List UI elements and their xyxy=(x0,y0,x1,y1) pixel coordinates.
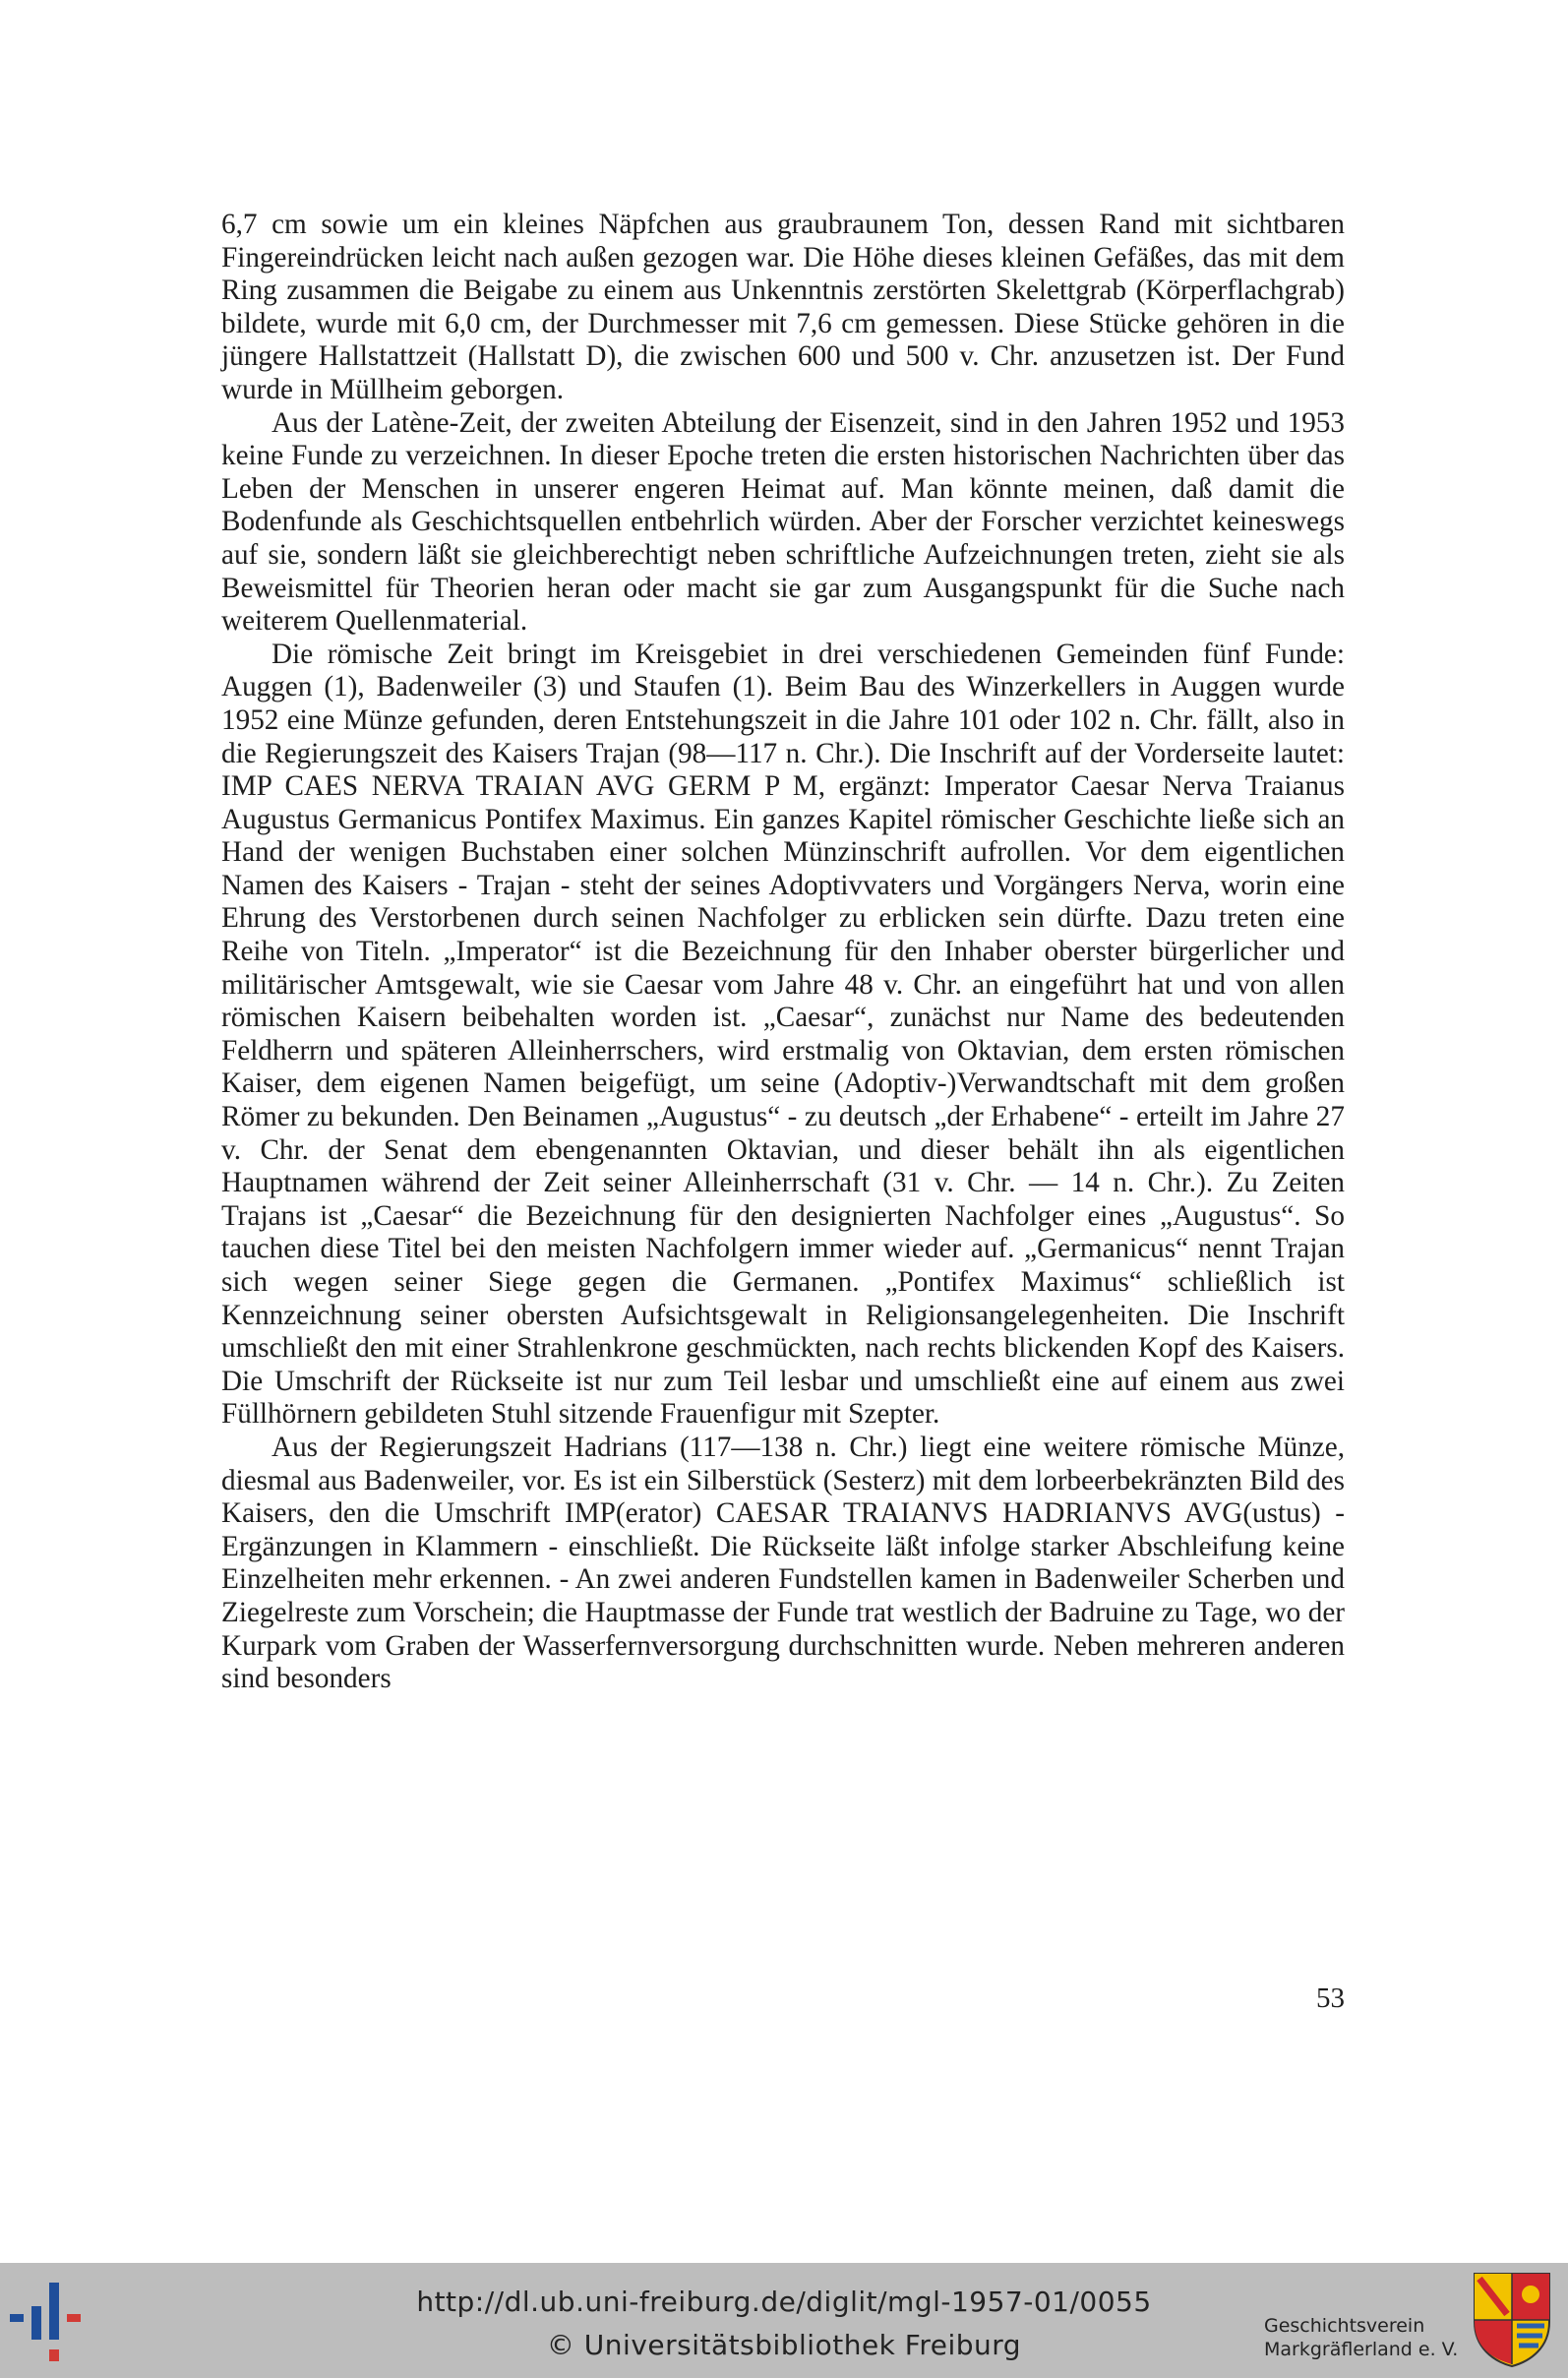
coat-of-arms-graphic xyxy=(1472,2271,1552,2369)
society-name-line-1: Geschichtsverein xyxy=(1264,2315,1425,2337)
body-text xyxy=(221,209,1345,1696)
paragraph-1: 6,7 cm sowie um ein kleines Näpfchen aus graubraunem Ton, dessen Rand mit sichtbaren Fingereindrücken leicht nach außen gezogen war. Die Höhe dieses kleinen Gefäßes, das mit dem Ring zusammen die Beigabe zu einem aus Unkenntnis zerstörten Skelettgrab (Körperflachgrab) bildete, wurde mit 6,0 cm, der Durchmesser mit 7,6 cm gemessen. Diese Stücke gehören in die jüngere Hallstattzeit (Hallstatt D), die zwischen 600 und 500 v. Chr. anzusetzen ist. Der Fund wurde in Müllheim geborgen. xyxy=(221,209,1345,405)
page-number: 53 xyxy=(1316,1982,1345,2014)
society-name-line-2: Markgräflerland e. V. xyxy=(1264,2339,1459,2360)
ub-freiburg-logo-graphic xyxy=(6,2269,104,2367)
coat-of-arms-icon[interactable] xyxy=(1472,2271,1552,2369)
footer-copyright: © Universitätsbibliothek Freiburg xyxy=(546,2329,1022,2361)
paragraph-4: Aus der Regierungszeit Hadrians (117—138 n. Chr.) liegt eine weitere römische Münze, diesmal aus Badenweiler, vor. Es ist ein Silberstück (Sesterz) mit dem lorbeerbekränzten Bild des Kaisers, den die Umschrift IMP(erator) CAESAR TRAIANVS HADRIANVS AVG(ustus) - Ergänzungen in Klammern - einschließt. Die Rückseite läßt infolge starker Abschleifung keine Einzelheiten mehr erkennen. - An zwei anderen Fundstellen kamen in Badenweiler Scherben und Ziegelreste zum Vorschein; die Hauptmasse der Funde trat westlich der Badruine zu Tage, wo der Kurpark vom Graben der Wasserfernversorgung durchschnitten wurde. Neben mehreren anderen sind besonders xyxy=(221,1431,1345,1695)
ub-freiburg-logo-icon[interactable] xyxy=(6,2269,104,2367)
paragraph-2: Aus der Latène-Zeit, der zweiten Abteilung der Eisenzeit, sind in den Jahren 1952 und 1953 keine Funde zu verzeichnen. In dieser Epoche treten die ersten historischen Nachrichten über das Leben der Menschen in unserer engeren Heimat auf. Man könnte meinen, daß damit die Bodenfunde als Geschichtsquellen entbehrlich würden. Aber der Forscher verzichtet keineswegs auf sie, sondern läßt sie gleichberechtigt neben schriftliche Aufzeichnungen treten, zieht sie als Beweismittel für Theorien heran oder macht sie gar zum Ausgangspunkt für die Suche nach weiterem Quellenmaterial. xyxy=(221,406,1345,638)
paragraph-3: Die römische Zeit bringt im Kreisgebiet in drei verschiedenen Gemeinden fünf Funde: Auggen (1), Badenweiler (3) und Staufen (1). Beim Bau des Winzerkellers in Auggen wurde 1952 eine Münze gefunden, deren Entstehungszeit in die Jahre 101 oder 102 n. Chr. fällt, also in die Regierungszeit des Kaisers Trajan (98—117 n. Chr.). Die Inschrift auf der Vorderseite lautet: IMP CAES NERVA TRAIAN AVG GERM P M, ergänzt: Imperator Caesar Nerva Traianus Augustus Germanicus Pontifex Maximus. Ein ganzes Kapitel römischer Geschichte ließe sich an Hand der wenigen Buchstaben einer solchen Münzinschrift aufrollen. Vor dem eigentlichen Namen des Kaisers - Trajan - steht der seines Adoptivvaters und Vorgängers Nerva, worin eine Ehrung des Verstorbenen durch seinen Nachfolger zu erblicken sein dürfte. Dazu treten eine Reihe von Titeln. „Imperator“ ist die Bezeichnung für den Inhaber oberster bürgerlicher und militärischer Amtsgewalt, wie sie Caesar vom Jahre 48 v. Chr. an eingeführt hat und von allen römischen Kaisern beibehalten worden ist. „Caesar“, zunächst nur Name des bedeutenden Feldherrn und späteren Alleinherrschers, wird erstmalig von Oktavian, dem ersten römischen Kaiser, dem eigenen Namen beigefügt, um seine (Adoptiv-)Verwandtschaft mit dem großen Römer zu bekunden. Den Beinamen „Augustus“ - zu deutsch „der Erhabene“ - erteilt im Jahre 27 v. Chr. der Senat dem ebengenannten Oktavian, und dieser behält ihn als eigentlichen Hauptnamen während der Zeit seiner Alleinherrschaft (31 v. Chr. — 14 n. Chr.). Zu Zeiten Trajans ist „Caesar“ die Bezeichnung für den designierten Nachfolger eines „Augustus“. So tauchen diese Titel bei den meisten Nachfolgern immer wieder auf. „Germanicus“ nennt Trajan sich wegen seiner Siege gegen die Germanen. „Pontifex Maximus“ schließlich ist Kennzeichnung seiner obersten Aufsichtsgewalt in Religionsangelegenheiten. Die Inschrift umschließt den mit einer Strahlenkrone geschmückten, nach rechts blickenden Kopf des Kaisers. Die Umschrift der Rückseite ist nur zum Teil lesbar und umschließt eine auf einem aus zwei Füllhörnern gebildeten Stuhl sitzende Frauenfigur mit Szepter. xyxy=(221,638,1345,1431)
viewer-footer xyxy=(0,2263,1568,2378)
society-name xyxy=(1264,2314,1471,2361)
footer-url-link[interactable]: http://dl.ub.uni-freiburg.de/diglit/mgl-1957-01/0055 xyxy=(416,2286,1152,2318)
